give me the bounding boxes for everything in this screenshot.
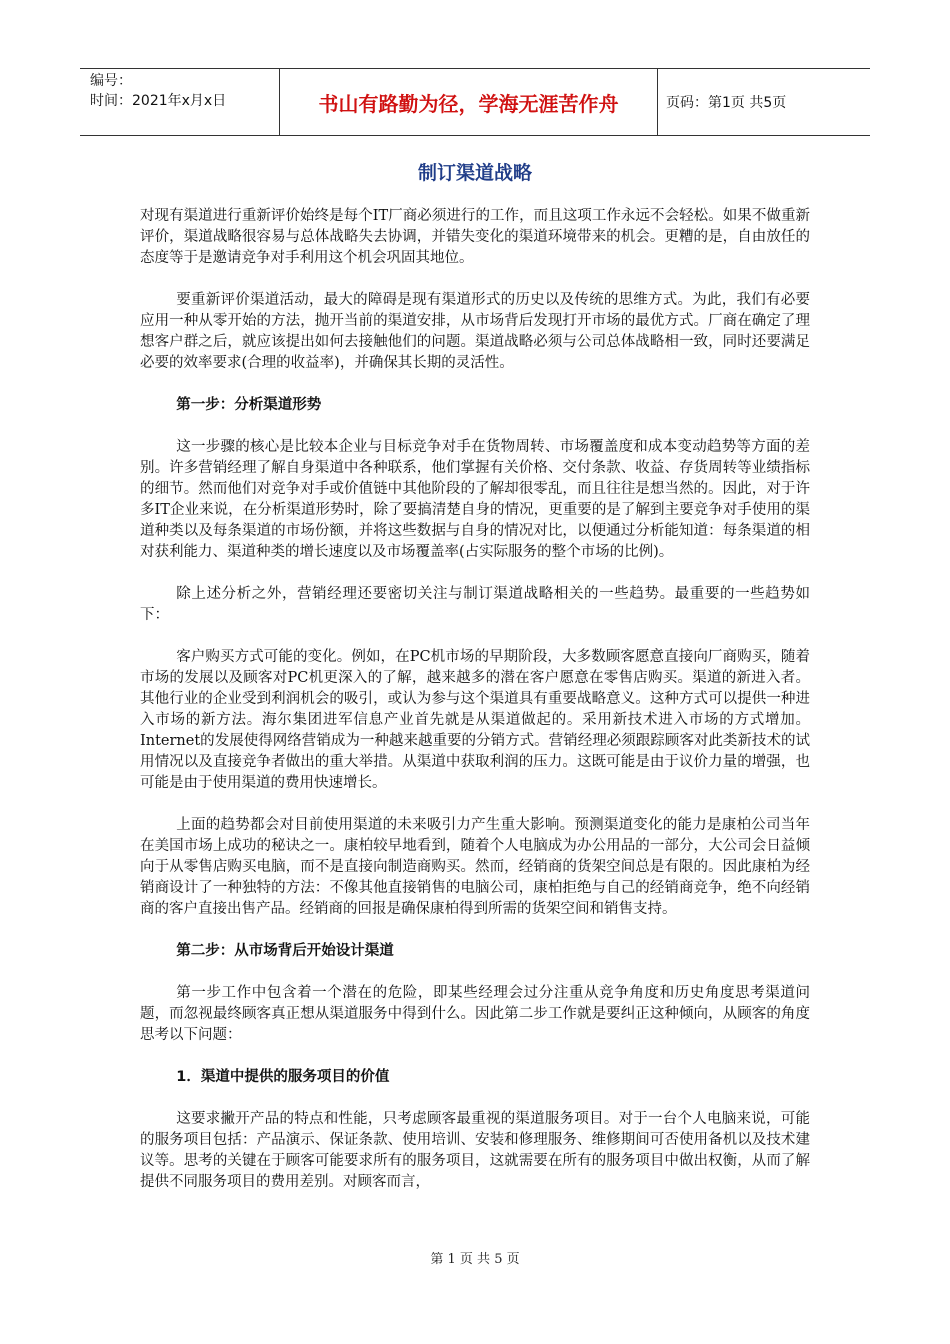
paragraph: 除上述分析之外，营销经理还要密切关注与制订渠道战略相关的一些趋势。最重要的一些趋势如下： bbox=[140, 586, 810, 623]
document-time-label: 时间：2021年x月x日 bbox=[90, 93, 227, 109]
paragraph: 客户购买方式可能的变化。例如，在PC机市场的早期阶段，大多数顾客愿意直接向厂商购买，随着市场的发展以及顾客对PC机更深入的了解，越来越多的潜在客户愿意在零售店购买。渠道的新进入者。其他行业的企业受到利润机会的吸引，或认为参与这个渠道具有重要战略意义。这种方式可以提供一种进入市场的新方法。海尔集团进军信息产业首先就是从渠道做起的。采用新技术进入市场的方式增加。Internet的发展使得网络营销成为一种越来越重要的分销方式。营销经理必须跟踪顾客对此类新技术的试用情况以及直接竞争者做出的重大举措。从渠道中获取利润的压力。这既可能是由于议价力量的增强，也可能是由于使用渠道的费用快速增长。 bbox=[140, 649, 810, 791]
paragraph: 这要求撇开产品的特点和性能，只考虑顾客最重视的渠道服务项目。对于一台个人电脑来说，可能的服务项目包括：产品演示、保证条款、使用培训、安装和修理服务、维修期间可否使用备机以及技术建议等。思考的关键在于顾客可能要求所有的服务项目，这就需要在所有的服务项目中做出权衡，从而了解提供不同服务项目的费用差别。对顾客而言， bbox=[140, 1111, 810, 1190]
paragraph: 这一步骤的核心是比较本企业与目标竞争对手在货物周转、市场覆盖度和成本变动趋势等方面的差别。许多营销经理了解自身渠道中各种联系，他们掌握有关价格、交付条款、收益、存货周转等业绩指标的细节。然而他们对竞争对手或价值链中其他阶段的了解却很零乱，而且往往是想当然的。因此，对于许多IT企业来说，在分析渠道形势时，除了要搞清楚自身的情况，更重要的是了解到主要竞争对手使用的渠道种类以及每条渠道的市场份额，并将这些数据与自身的情况对比，以便通过分析能知道：每条渠道的相对获利能力、渠道种类的增长速度以及市场覆盖率(占实际服务的整个市场的比例)。 bbox=[140, 439, 810, 560]
document-number-label: 编号： bbox=[90, 73, 132, 89]
paragraph: 第一步工作中包含着一个潜在的危险，即某些经理会过分注重从竞争角度和历史角度思考渠道问题，而忽视最终顾客真正想从渠道服务中得到什么。因此第二步工作就是要纠正这种倾向，从顾客的角度思考以下问题： bbox=[140, 985, 810, 1043]
header-motto: 书山有路勤为径，学海无涯苦作舟 bbox=[280, 69, 658, 135]
paragraph: 要重新评价渠道活动，最大的障碍是现有渠道形式的历史以及传统的思维方式。为此，我们有必要应用一种从零开始的方法，抛开当前的渠道安排，从市场背后发现打开市场的最优方式。厂商在确定了理想客户群之后，就应该提出如何去接触他们的问题。渠道战略必须与公司总体战略相一致，同时还要满足必要的效率要求(合理的收益率)，并确保其长期的灵活性。 bbox=[140, 292, 810, 371]
paragraph: 上面的趋势都会对目前使用渠道的未来吸引力产生重大影响。预测渠道变化的能力是康柏公司当年在美国市场上成功的秘诀之一。康柏较早地看到，随着个人电脑成为办公用品的一部分，大公司会日益倾向于从零售店购买电脑，而不是直接向制造商购买。然而，经销商的货架空间总是有限的。因此康柏为经销商设计了一种独特的方法：不像其他直接销售的电脑公司，康柏拒绝与自己的经销商竞争，绝不向经销商的客户直接出售产品。经销商的回报是确保康柏得到所需的货架空间和销售支持。 bbox=[140, 817, 810, 917]
document-title: 制订渠道战略 bbox=[417, 162, 532, 184]
document-body bbox=[140, 206, 810, 1214]
header-table bbox=[80, 68, 870, 136]
section-heading: 第一步：分析渠道形势 bbox=[176, 397, 322, 413]
page-footer: 第 1 页 共 5 页 bbox=[430, 1252, 520, 1267]
section-heading: 第二步：从市场背后开始设计渠道 bbox=[176, 943, 394, 959]
header-page-label: 页码：第1页 共5页 bbox=[666, 95, 787, 111]
section-heading: 1．渠道中提供的服务项目的价值 bbox=[176, 1069, 390, 1085]
header-info-cell bbox=[80, 69, 280, 135]
paragraph: 对现有渠道进行重新评价始终是每个IT厂商必须进行的工作，而且这项工作永远不会轻松。如果不做重新评价，渠道战略很容易与总体战略失去协调，并错失变化的渠道环境带来的机会。更糟的是，自由放任的态度等于是邀请竞争对手利用这个机会巩固其地位。 bbox=[140, 208, 810, 266]
